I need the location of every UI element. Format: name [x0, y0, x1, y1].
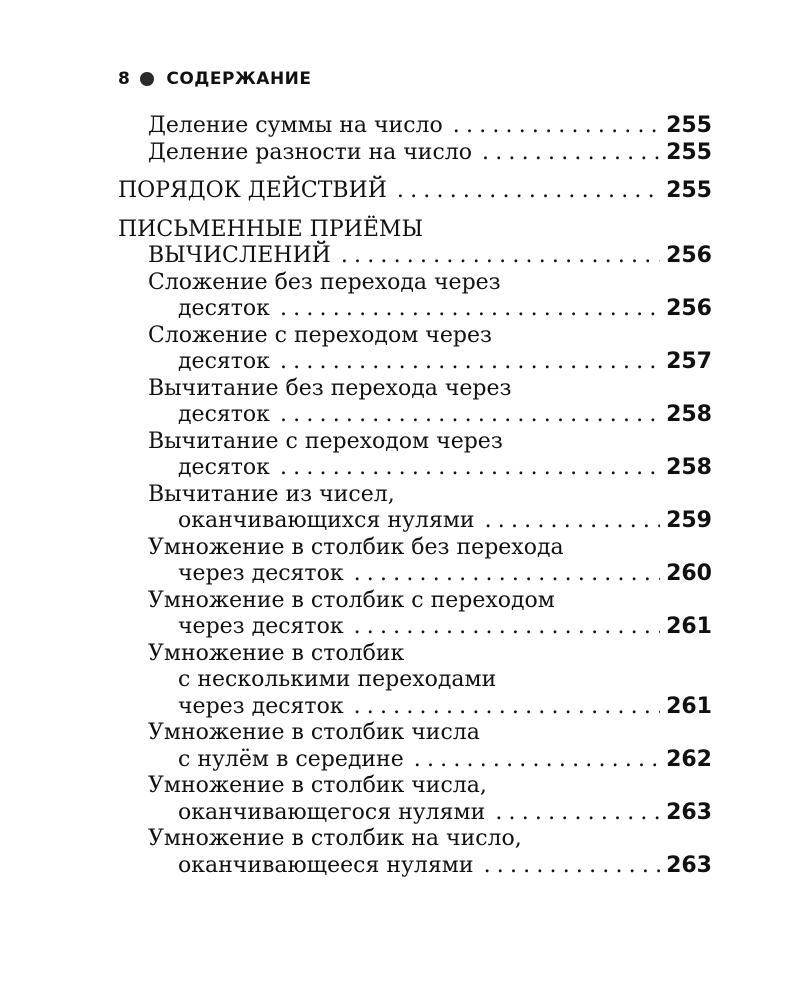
- toc-page-number: 256: [666, 296, 712, 321]
- section-title: СОДЕРЖАНИЕ: [166, 69, 312, 89]
- toc-entry-line: [148, 140, 712, 167]
- toc-entry[interactable]: [148, 826, 712, 879]
- toc-entry-title-line: с несколькими переходами: [178, 667, 497, 692]
- toc-entry-line: [148, 561, 712, 588]
- toc-page-number: 262: [666, 746, 712, 772]
- dot-leader: [495, 800, 660, 827]
- toc-entry-title-line: ПИСЬМЕННЫЕ ПРИЁМЫ: [118, 216, 424, 242]
- toc-entry-line: [118, 178, 712, 205]
- toc-entry[interactable]: [148, 376, 712, 429]
- dot-leader: [484, 853, 661, 880]
- table-of-contents: [118, 113, 712, 879]
- toc-entry[interactable]: [148, 588, 712, 641]
- toc-entry-title: десяток: [178, 455, 270, 480]
- toc-entry-line: [118, 243, 712, 270]
- dot-leader: [280, 296, 660, 323]
- toc-entry[interactable]: [148, 270, 712, 323]
- toc-page-number: 261: [666, 614, 712, 639]
- dot-leader: [453, 113, 660, 140]
- toc-page-number: 263: [666, 799, 712, 825]
- toc-entry[interactable]: [148, 429, 712, 482]
- toc-page-number: 255: [666, 139, 712, 165]
- toc-page-number: 256: [666, 243, 712, 268]
- dot-leader: [341, 243, 660, 270]
- toc-entry-title-line: Сложение без перехода через: [148, 269, 501, 295]
- toc-entry-title: оканчивающееся нулями: [178, 852, 474, 878]
- toc-entry-title-line: Умножение в столбик с переходом: [148, 587, 555, 613]
- toc-page-number: 255: [666, 178, 712, 203]
- toc-entry-title-line: Умножение в столбик без перехода: [148, 534, 564, 560]
- toc-page-number: 261: [666, 693, 712, 719]
- toc-entry-title: через десяток: [178, 561, 344, 586]
- toc-entry-title: с нулём в середине: [178, 746, 404, 772]
- bullet-icon: [140, 72, 154, 86]
- toc-entry-title: оканчивающихся нулями: [178, 508, 475, 533]
- dot-leader: [397, 178, 660, 205]
- toc-entry-title-line: Умножение в столбик числа,: [148, 773, 487, 798]
- dot-leader: [414, 747, 660, 774]
- toc-page-number: 258: [666, 455, 712, 480]
- toc-entry-line: [148, 694, 712, 721]
- dot-leader: [354, 561, 660, 588]
- toc-entry-title-line: Вычитание без перехода через: [148, 375, 512, 401]
- dot-leader: [280, 349, 660, 376]
- toc-entry-title: через десяток: [178, 693, 344, 719]
- toc-entry-title: Деление суммы на число: [148, 113, 443, 138]
- toc-entry-title-line: Умножение в столбик числа: [148, 720, 480, 745]
- toc-entry-line: [148, 747, 712, 774]
- toc-page-number: 255: [666, 113, 712, 138]
- toc-entry-line: [148, 402, 712, 429]
- toc-entry-title-line: Вычитание с переходом через: [148, 428, 503, 454]
- toc-entry-title-line: Умножение в столбик на число,: [148, 826, 522, 851]
- toc-entry[interactable]: [118, 178, 712, 205]
- toc-entry[interactable]: [148, 641, 712, 721]
- toc-entry[interactable]: [148, 113, 712, 140]
- toc-entry[interactable]: [148, 720, 712, 773]
- dot-leader: [482, 140, 660, 167]
- toc-entry-line: [148, 113, 712, 140]
- toc-entry-line: [148, 853, 712, 880]
- toc-entry-title: через десяток: [178, 614, 344, 639]
- toc-entry-title-line: Сложение с переходом через: [148, 322, 492, 348]
- toc-page-number: 259: [666, 508, 712, 533]
- dot-leader: [354, 694, 660, 721]
- toc-entry[interactable]: [148, 773, 712, 826]
- dot-leader: [354, 614, 660, 641]
- toc-entry-line: [148, 508, 712, 535]
- toc-entry[interactable]: [118, 217, 712, 270]
- toc-entry-title: ПОРЯДОК ДЕЙСТВИЙ: [118, 178, 387, 203]
- toc-entry-title: десяток: [178, 349, 270, 374]
- toc-entry-title: ВЫЧИСЛЕНИЙ: [148, 243, 331, 268]
- toc-page-number: 258: [666, 402, 712, 427]
- toc-page-number: 263: [666, 852, 712, 878]
- toc-entry-title-line: Вычитание из чисел,: [148, 481, 395, 507]
- toc-entry[interactable]: [148, 535, 712, 588]
- toc-entry-title: Деление разности на число: [148, 139, 473, 165]
- page-number: 8: [118, 69, 131, 89]
- dot-leader: [485, 508, 660, 535]
- toc-page-number: 257: [666, 349, 712, 374]
- toc-page-number: 260: [666, 561, 712, 586]
- toc-entry-line: [148, 800, 712, 827]
- dot-leader: [280, 402, 660, 429]
- toc-entry[interactable]: [148, 323, 712, 376]
- toc-entry-title: десяток: [178, 296, 270, 321]
- dot-leader: [280, 455, 660, 482]
- toc-entry-title: оканчивающегося нулями: [178, 799, 486, 825]
- toc-entry-line: [148, 296, 712, 323]
- toc-entry-line: [148, 614, 712, 641]
- toc-entry-line: [148, 455, 712, 482]
- toc-entry[interactable]: [148, 482, 712, 535]
- running-header: [118, 66, 312, 92]
- toc-entry-title-line: Умножение в столбик: [148, 640, 405, 666]
- toc-entry-line: [148, 349, 712, 376]
- toc-entry-title: десяток: [178, 402, 270, 427]
- toc-entry[interactable]: [148, 140, 712, 167]
